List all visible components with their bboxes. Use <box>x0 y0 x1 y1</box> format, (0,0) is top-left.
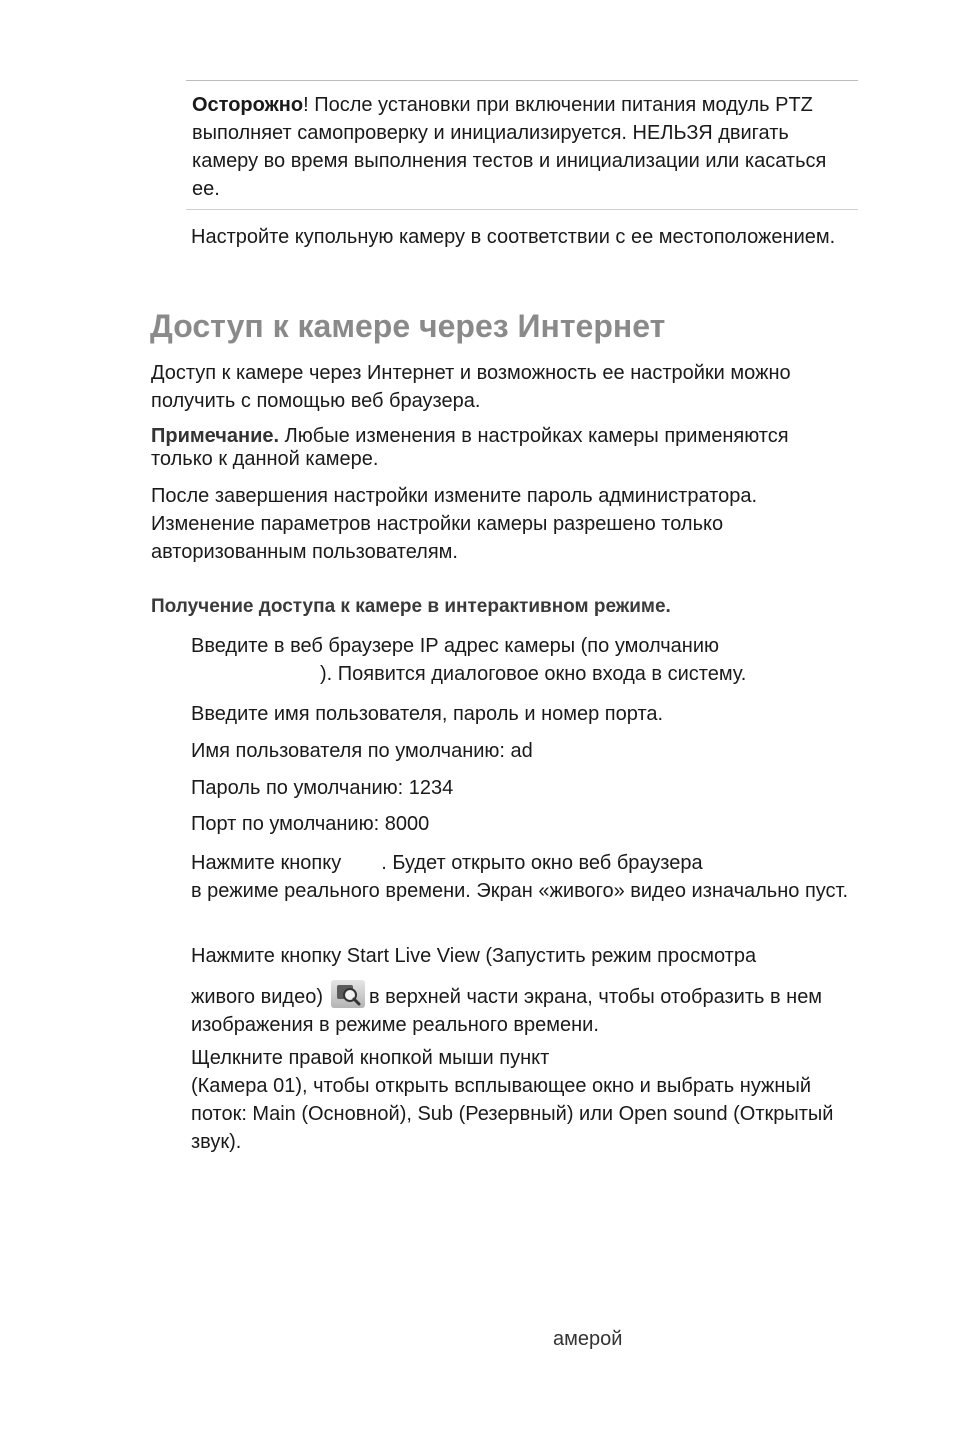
step-start-live-line1: Нажмите кнопку Start Live View (Запустить режим просмотра <box>191 945 757 967</box>
step-enter-credentials: Введите имя пользователя, пароль и номер порта. <box>191 703 664 725</box>
step-press-button-b: . Будет открыто окно веб браузера <box>381 852 703 874</box>
caution-body: ! После установки при включении питания модуль PTZ выполняет самопроверку и инициализируется. НЕЛЬЗЯ двигать камеру во время выполнения тестов и инициализации или касаться ее. <box>192 94 827 200</box>
start-live-view-icon <box>331 980 365 1008</box>
step-enter-ip-line1: Введите в веб браузере IP адрес камеры (по умолчанию <box>191 635 720 657</box>
step-start-live <box>191 980 851 1039</box>
step-enter-ip-line2: ). Появится диалоговое окно входа в систему. <box>320 663 747 685</box>
caution-text <box>192 91 852 203</box>
procedure-title: Получение доступа к камере в интерактивном режиме. <box>151 596 671 617</box>
default-username: Имя пользователя по умолчанию: ad <box>191 740 533 762</box>
note <box>151 425 851 471</box>
step-press-button <box>191 849 851 905</box>
caution-box <box>186 80 858 210</box>
setup-instruction: Настройте купольную камеру в соответствии с ее местоположением. <box>191 226 836 248</box>
after-setup-paragraph: После завершения настройки измените пароль администратора. Изменение параметров настройки камеры разрешено только авторизованным пользователям. <box>151 485 757 563</box>
default-password: Пароль по умолчанию: 1234 <box>191 777 454 799</box>
caution-label: Осторожно <box>192 94 304 116</box>
step-press-button-a: Нажмите кнопку <box>191 852 342 874</box>
section-title: Доступ к камере через Интернет <box>150 308 666 344</box>
step-start-live-b: в верхней части экрана, чтобы отобразить в нем изображения в режиме реального времени. <box>191 986 823 1036</box>
step-press-button-c: в режиме реального времени. Экран «живого» видео изначально пуст. <box>191 880 849 902</box>
note-label: Примечание. <box>151 425 280 447</box>
page-footer: амерой <box>553 1328 623 1350</box>
note-text: Любые изменения в настройках камеры применяются только к данной камере. <box>151 425 789 470</box>
step-select-stream-line1: Щелкните правой кнопкой мыши пункт <box>191 1047 550 1069</box>
section-intro: Доступ к камере через Интернет и возможность ее настройки можно получить с помощью веб браузера. <box>151 362 791 412</box>
default-port: Порт по умолчанию: 8000 <box>191 813 430 835</box>
step-select-stream: (Камера 01), чтобы открыть всплывающее окно и выбрать нужный поток: Main (Основной), Sub (Резервный) или Open sound (Открытый звук). <box>191 1075 834 1153</box>
step-start-live-a: живого видео) <box>191 986 323 1008</box>
